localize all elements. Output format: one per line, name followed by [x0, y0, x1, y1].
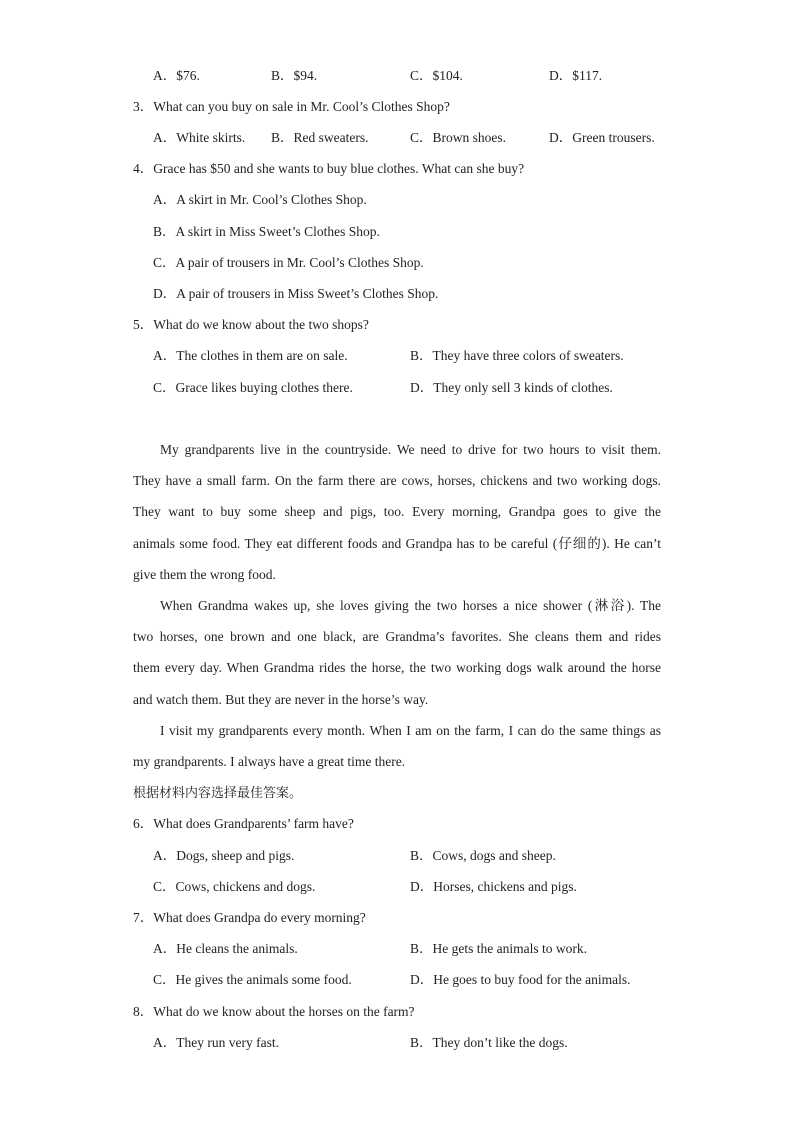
q2-option-d: D．$117.	[549, 68, 603, 83]
q3-option-a: A．White skirts.	[153, 130, 246, 145]
passage-line-1: My grandparents live in the countryside. We need to drive for two hours to visit them.	[160, 442, 661, 457]
q2-option-b: B．$94.	[271, 68, 318, 83]
q6-option-b: B．Cows, dogs and sheep.	[410, 848, 556, 863]
q8-question: 8．What do we know about the horses on the farm?	[133, 1004, 415, 1019]
q3-question: 3．What can you buy on sale in Mr. Cool’s Clothes Shop?	[133, 99, 450, 114]
q4-question: 4．Grace has $50 and she wants to buy blue clothes. What can she buy?	[133, 161, 525, 176]
passage-line-5: give them the wrong food.	[133, 567, 276, 582]
q6-option-d: D．Horses, chickens and pigs.	[410, 879, 577, 894]
q4-option-a: A．A skirt in Mr. Cool’s Clothes Shop.	[153, 192, 367, 207]
q3-option-b: B．Red sweaters.	[271, 130, 369, 145]
q7-option-c: C．He gives the animals some food.	[153, 972, 352, 987]
passage-line-11: my grandparents. I always have a great time there.	[133, 754, 406, 769]
passage-line-4: animals some food. They eat different foods and Grandpa has to be careful (仔细的). He can’t	[133, 536, 661, 551]
q6-question: 6．What does Grandparents’ farm have?	[133, 816, 354, 831]
q7-question: 7．What does Grandpa do every morning?	[133, 910, 366, 925]
q5-option-d: D．They only sell 3 kinds of clothes.	[410, 380, 613, 395]
q8-option-b: B．They don’t like the dogs.	[410, 1035, 568, 1050]
q5-question: 5．What do we know about the two shops?	[133, 317, 369, 332]
instruction-text: 根据材料内容选择最佳答案。	[133, 786, 303, 801]
q2-option-a: A．$76.	[153, 68, 200, 83]
q5-option-a: A．The clothes in them are on sale.	[153, 348, 348, 363]
q7-option-b: B．He gets the animals to work.	[410, 941, 587, 956]
q2-option-c: C．$104.	[410, 68, 463, 83]
q3-option-d: D．Green trousers.	[549, 130, 655, 145]
q7-option-d: D．He goes to buy food for the animals.	[410, 972, 631, 987]
q8-option-a: A．They run very fast.	[153, 1035, 279, 1050]
q5-option-c: C．Grace likes buying clothes there.	[153, 380, 353, 395]
q4-option-d: D．A pair of trousers in Miss Sweet’s Clothes Shop.	[153, 286, 439, 301]
q7-option-a: A．He cleans the animals.	[153, 941, 298, 956]
q6-option-a: A．Dogs, sheep and pigs.	[153, 848, 295, 863]
passage-line-6: When Grandma wakes up, she loves giving the two horses a nice shower (淋浴). The	[160, 598, 661, 613]
passage-line-9: and watch them. But they are never in the horse’s way.	[133, 692, 429, 707]
passage-line-3: They want to buy some sheep and pigs, too. Every morning, Grandpa goes to give the	[133, 504, 661, 519]
q4-option-c: C．A pair of trousers in Mr. Cool’s Clothes Shop.	[153, 255, 424, 270]
passage-line-2: They have a small farm. On the farm there are cows, horses, chickens and two working dogs.	[133, 473, 661, 488]
q5-option-b: B．They have three colors of sweaters.	[410, 348, 624, 363]
passage-line-8: them every day. When Grandma rides the horse, the two working dogs walk around the horse	[133, 660, 661, 675]
passage-line-10: I visit my grandparents every month. When I am on the farm, I can do the same things as	[160, 723, 661, 738]
passage-line-7: two horses, one brown and one black, are Grandma’s favorites. She cleans them and rides	[133, 629, 661, 644]
q6-option-c: C．Cows, chickens and dogs.	[153, 879, 316, 894]
q3-option-c: C．Brown shoes.	[410, 130, 507, 145]
q4-option-b: B．A skirt in Miss Sweet’s Clothes Shop.	[153, 224, 380, 239]
